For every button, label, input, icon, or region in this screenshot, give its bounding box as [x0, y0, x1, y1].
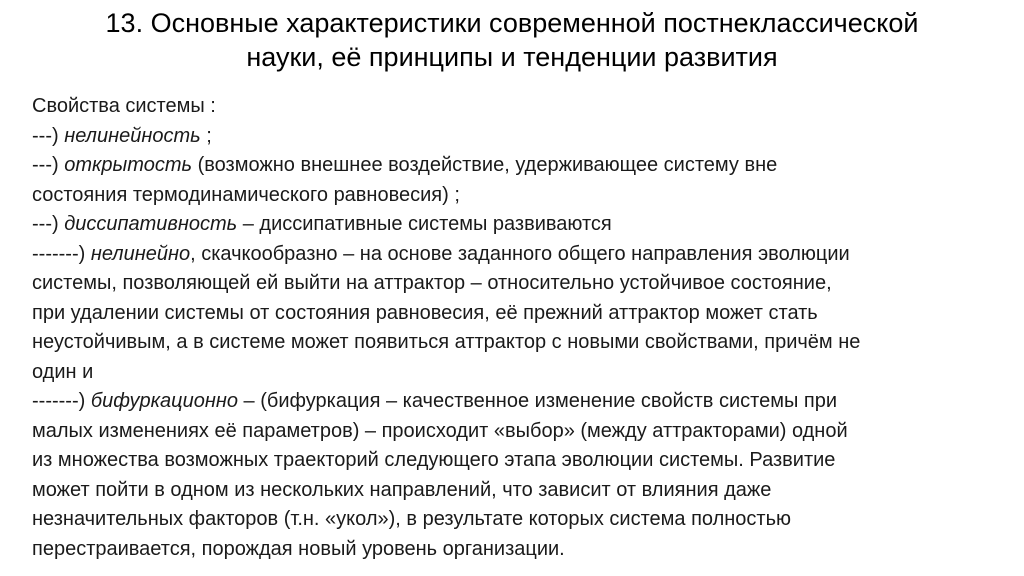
- line-text: при удалении системы от состояния равновесия, её прежний аттрактор может стать: [32, 301, 818, 324]
- body-line: [32, 505, 1002, 535]
- body-line: [32, 92, 1002, 122]
- body-line: [32, 122, 1002, 152]
- body-line: [32, 417, 1002, 447]
- line-rest: ;: [200, 124, 212, 147]
- line-text: малых изменениях её параметров) – происходит «выбор» (между аттракторами) одной: [32, 419, 848, 442]
- line-text: -------): [32, 242, 91, 265]
- line-term: открытость: [64, 154, 193, 176]
- slide-title-line-2: науки, её принципы и тенденции развития: [246, 42, 778, 72]
- line-text: системы, позволяющей ей выйти на аттрактор – относительно устойчивое состояние,: [32, 272, 832, 294]
- line-text: может пойти в одном из нескольких направлений, что зависит от влияния даже: [32, 478, 772, 501]
- line-rest: – диссипативные системы развиваются: [237, 213, 612, 235]
- body-line: [32, 269, 1002, 299]
- line-text: ---): [32, 213, 65, 235]
- body-line: [32, 535, 1002, 565]
- body-line: [32, 446, 1002, 476]
- line-text: из множества возможных траекторий следующего этапа эволюции системы. Развитие: [32, 449, 836, 471]
- body-line: [32, 328, 1002, 358]
- line-text: Свойства системы :: [32, 95, 216, 117]
- line-text: незначительных факторов (т.н. «укол»), в результате которых система полностью: [32, 508, 792, 530]
- line-term: нелинейность: [64, 124, 201, 147]
- body-line: [32, 387, 1002, 417]
- line-text: перестраивается, порождая новый уровень организации.: [32, 537, 565, 560]
- line-rest: – (бифуркация – качественное изменение свойств системы при: [238, 390, 838, 412]
- line-text: состояния термодинамического равновесия) ;: [32, 183, 460, 206]
- body-line: [32, 151, 1002, 181]
- body-line: [32, 240, 1002, 270]
- body-line: [32, 299, 1002, 329]
- line-text: неустойчивым, а в системе может появиться аттрактор с новыми свойствами, причём не: [32, 331, 861, 353]
- line-term: диссипативность: [64, 213, 238, 235]
- line-text: один и: [32, 360, 94, 383]
- line-rest: (возможно внешнее воздействие, удерживающее систему вне: [192, 154, 778, 176]
- slide-title-line-1: 13. Основные характеристики современной постнеклассической: [105, 8, 919, 38]
- body-line: [32, 476, 1002, 506]
- line-text: -------): [32, 390, 91, 412]
- line-text: ---): [32, 124, 65, 147]
- line-term: нелинейно: [90, 242, 191, 265]
- body-line: [32, 181, 1002, 211]
- slide-body: [32, 92, 1002, 564]
- slide-title: [20, 6, 1004, 74]
- body-line: [32, 210, 1002, 240]
- body-line: [32, 358, 1002, 388]
- line-text: ---): [32, 154, 65, 176]
- line-rest: , скачкообразно – на основе заданного общего направления эволюции: [190, 242, 850, 265]
- line-term: бифуркационно: [90, 390, 238, 412]
